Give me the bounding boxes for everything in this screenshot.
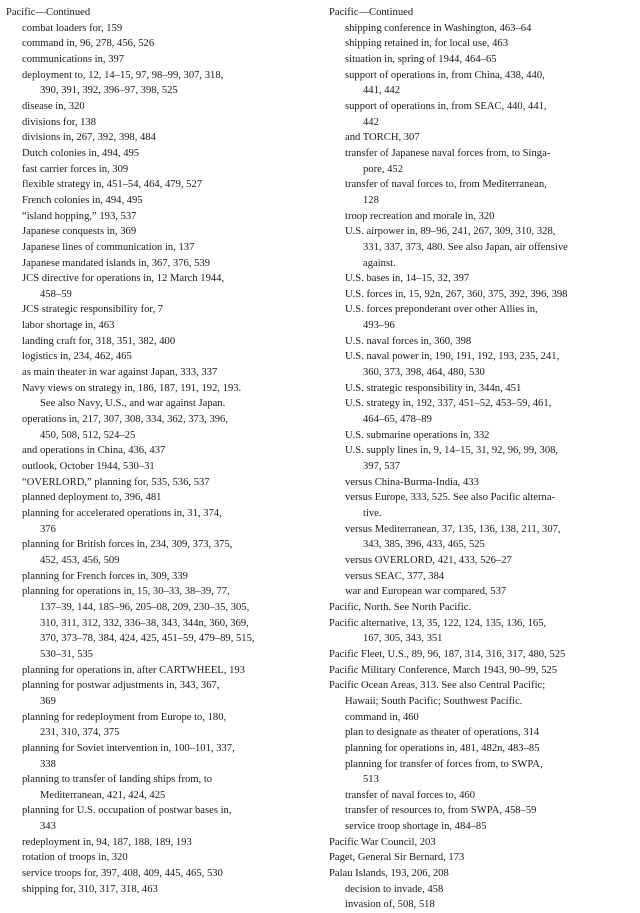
index-subentry: U.S. forces preponderant over other Allies in, [345, 304, 538, 316]
index-subentry: rotation of troops in, 320 [22, 852, 128, 864]
index-subentry: planning for redeployment from Europe to, 180, [22, 711, 227, 723]
index-subentry: planning for French forces in, 309, 339 [22, 570, 188, 582]
index-subentry: support of operations in, from SEAC, 440, 441, [345, 100, 547, 112]
index-subentry: service troop shortage in, 484–85 [345, 821, 487, 833]
index-subentry: logistics in, 234, 462, 465 [22, 351, 132, 363]
index-subentry: Navy views on strategy in, 186, 187, 191, 192, 193. [22, 382, 242, 394]
index-subentry: “island hopping,” 193, 537 [22, 210, 137, 222]
index-subentry: service troops for, 397, 408, 409, 445, 465, 530 [22, 868, 223, 880]
index-subentry: U.S. strategic responsibility in, 344n, 451 [345, 382, 522, 394]
index-subentry: planning for British forces in, 234, 309, 373, 375, [22, 539, 233, 551]
index-subentry: invasion of, 508, 518 [345, 899, 435, 911]
index-subentry: planning for operations in, 15, 30–33, 38–39, 77, [22, 586, 230, 598]
index-subentry: as main theater in war against Japan, 333, 337 [22, 367, 218, 379]
index-heading: Pacific alternative, 13, 35, 122, 124, 135, 136, 165, [329, 617, 547, 629]
index-continuation: 452, 453, 456, 509 [40, 554, 120, 566]
index-subentry: shipping for, 310, 317, 318, 463 [22, 883, 158, 895]
index-continuation: 343, 385, 396, 433, 465, 525 [363, 539, 485, 551]
index-subentry: U.S. naval forces in, 360, 398 [345, 335, 472, 347]
index-continuation: 530–31, 535 [40, 648, 93, 660]
index-subentry: Japanese mandated islands in, 367, 376, 539 [22, 257, 211, 269]
index-continuation: pore, 452 [363, 163, 404, 175]
index-subentry: redeployment in, 94, 187, 188, 189, 193 [22, 836, 192, 848]
index-subentry: JCS directive for operations in, 12 March 1944, [22, 273, 225, 285]
index-subentry: communications in, 397 [22, 53, 125, 65]
index-subentry: outlook, October 1944, 530–31 [22, 461, 155, 473]
index-subentry: U.S. forces in, 15, 92n, 267, 360, 375, 392, 396, 398 [345, 288, 568, 300]
index-subentry: planned deployment to, 396, 481 [22, 492, 162, 504]
index-subentry: U.S. airpower in, 89–96, 241, 267, 309, 310, 328, [345, 226, 556, 238]
index-continuation: 376 [40, 523, 56, 535]
index-heading: Pacific, North. See North Pacific. [329, 601, 472, 613]
index-continuation: 310, 311, 312, 332, 336–38, 343, 344n, 360, 369, [40, 617, 249, 629]
index-subentry: planning for U.S. occupation of postwar bases in, [22, 805, 232, 817]
index-continuation: 128 [363, 194, 379, 206]
index-subentry: divisions for, 138 [22, 116, 97, 128]
index-continuation: 458–59 [40, 288, 72, 300]
index-subentry: Dutch colonies in, 494, 495 [22, 147, 140, 159]
index-subentry: plan to designate as theater of operations, 314 [345, 727, 540, 739]
index-subentry: transfer of resources to, from SWPA, 458–59 [345, 805, 537, 817]
index-subentry: versus SEAC, 377, 384 [345, 570, 445, 582]
index-subentry: U.S. strategy in, 192, 337, 451–52, 453–59, 461, [345, 398, 552, 410]
index-subentry: decision to invade, 458 [345, 883, 444, 895]
index-continuation: 441, 442 [363, 85, 401, 97]
index-heading: Paget, General Sir Bernard, 173 [329, 852, 465, 864]
index-column-right [329, 5, 634, 913]
index-continuation: against. [363, 257, 396, 269]
index-subentry: shipping retained in, for local use, 463 [345, 38, 508, 50]
index-continuation: tive. [363, 508, 382, 519]
index-heading: Pacific Fleet, U.S., 89, 96, 187, 314, 316, 317, 480, 525 [329, 648, 566, 660]
index-subentry: versus China-Burma-India, 433 [345, 476, 479, 488]
index-subentry: U.S. submarine operations in, 332 [345, 429, 490, 441]
index-continuation: 343 [40, 821, 56, 833]
index-subentry: Japanese conquests in, 369 [22, 226, 137, 238]
index-subentry: deployment to, 12, 14–15, 97, 98–99, 307, 318, [22, 69, 224, 81]
index-continuation: 331, 337, 373, 480. See also Japan, air offensive [363, 241, 568, 253]
index-continuation: 360, 373, 398, 464, 480, 530 [363, 367, 485, 379]
index-subentry: labor shortage in, 463 [22, 320, 115, 332]
index-subentry: U.S. naval power in, 190, 191, 192, 193, 235, 241, [345, 351, 560, 363]
index-subentry: planning to transfer of landing ships from, to [22, 774, 213, 786]
index-subentry: shipping conference in Washington, 463–64 [345, 22, 532, 34]
index-continuation: 513 [363, 774, 379, 786]
index-subentry: command in, 96, 278, 456, 526 [22, 38, 155, 50]
index-heading: Pacific—Continued [329, 7, 414, 18]
index-subentry: troop recreation and morale in, 320 [345, 210, 495, 222]
index-continuation: 167, 305, 343, 351 [363, 633, 443, 645]
index-continuation: See also Navy, U.S., and war against Japan. [40, 398, 226, 410]
index-subentry: planning for operations in, 481, 482n, 483–85 [345, 742, 540, 754]
index-column-left [6, 5, 318, 897]
index-subentry: divisions in, 267, 392, 398, 484 [22, 132, 156, 144]
index-subentry: Japanese lines of communication in, 137 [22, 241, 195, 253]
index-continuation: 390, 391, 392, 396–97, 398, 525 [40, 85, 178, 97]
index-subentry: combat loaders for, 159 [22, 22, 123, 34]
index-continuation: 137–39, 144, 185–96, 205–08, 209, 230–35, 305, [40, 601, 250, 613]
index-heading: Palau Islands, 193, 206, 208 [329, 868, 449, 880]
index-subentry: versus Europe, 333, 525. See also Pacific alterna- [345, 492, 556, 504]
index-subentry: war and European war compared, 537 [345, 586, 507, 598]
index-subentry: disease in, 320 [22, 100, 85, 112]
index-subentry: and TORCH, 307 [345, 132, 420, 144]
index-subentry: fast carrier forces in, 309 [22, 163, 129, 175]
index-subentry: planning for accelerated operations in, 31, 374, [22, 508, 222, 519]
index-continuation: 464–65, 478–89 [363, 414, 432, 426]
index-continuation: Mediterranean, 421, 424, 425 [40, 789, 166, 801]
index-subentry: flexible strategy in, 451–54, 464, 479, 527 [22, 179, 203, 191]
index-subentry: and operations in China, 436, 437 [22, 445, 166, 457]
index-continuation: 338 [40, 758, 56, 770]
index-subentry: planning for Soviet intervention in, 100–101, 337, [22, 742, 235, 754]
index-continuation: 397, 537 [363, 461, 401, 473]
index-subentry: transfer of Japanese naval forces from, to Singa- [345, 147, 551, 159]
index-subentry: planning for operations in, after CARTWHEEL, 193 [22, 664, 245, 676]
index-subentry: U.S. bases in, 14–15, 32, 397 [345, 273, 470, 285]
index-subentry: JCS strategic responsibility for, 7 [22, 304, 164, 316]
index-subentry: versus OVERLORD, 421, 433, 526–27 [345, 554, 512, 566]
index-subentry: situation in, spring of 1944, 464–65 [345, 53, 497, 65]
index-continuation: 442 [363, 116, 379, 128]
index-heading: Pacific War Council, 203 [329, 836, 436, 848]
index-subentry: Hawaii; South Pacific; Southwest Pacific. [345, 695, 523, 707]
index-continuation: 450, 508, 512, 524–25 [40, 429, 136, 441]
index-subentry: U.S. supply lines in, 9, 14–15, 31, 92, 96, 99, 308, [345, 445, 559, 457]
index-subentry: command in, 460 [345, 711, 419, 723]
index-subentry: versus Mediterranean, 37, 135, 136, 138, 211, 307, [345, 523, 561, 535]
index-subentry: operations in, 217, 307, 308, 334, 362, 373, 396, [22, 414, 228, 426]
index-subentry: planning for postwar adjustments in, 343, 367, [22, 680, 220, 692]
index-subentry: support of operations in, from China, 438, 440, [345, 69, 545, 81]
index-continuation: 231, 310, 374, 375 [40, 727, 120, 739]
index-continuation: 493–96 [363, 320, 395, 332]
index-continuation: 370, 373–78, 384, 424, 425, 451–59, 479–89, 515, [40, 633, 255, 645]
index-subentry: planning for transfer of forces from, to SWPA, [345, 758, 543, 770]
index-subentry: transfer of naval forces to, 460 [345, 789, 476, 801]
index-subentry: landing craft for, 318, 351, 382, 400 [22, 335, 176, 347]
index-subentry: “OVERLORD,” planning for, 535, 536, 537 [22, 476, 210, 488]
index-subentry: transfer of naval forces to, from Mediterranean, [345, 179, 547, 191]
index-continuation: 369 [40, 695, 56, 707]
index-heading: Pacific Military Conference, March 1943, 90–99, 525 [329, 664, 557, 676]
index-subentry: French colonies in, 494, 495 [22, 194, 143, 206]
index-heading: Pacific Ocean Areas, 313. See also Central Pacific; [329, 680, 546, 692]
index-heading: Pacific—Continued [6, 7, 91, 18]
